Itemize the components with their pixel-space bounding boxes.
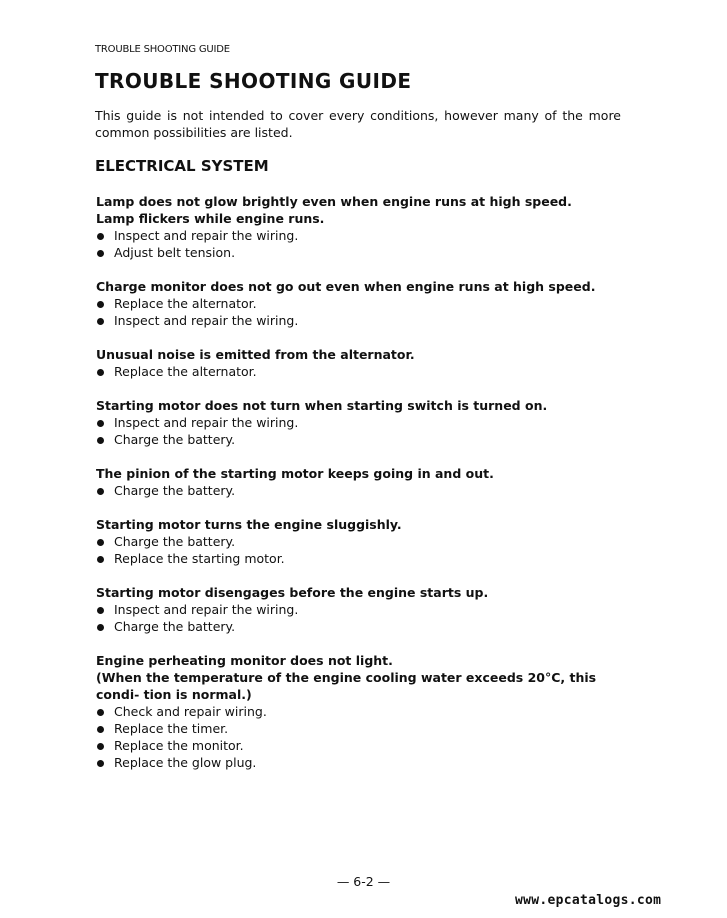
remedy-item (96, 227, 626, 244)
remedy-list (96, 482, 626, 499)
problem-heading: Unusual noise is emitted from the alternator. (96, 347, 415, 362)
remedy-text: Adjust belt tension. (114, 245, 236, 260)
bullet-icon (97, 233, 104, 240)
remedy-item (96, 550, 626, 567)
remedy-text: Replace the starting motor. (114, 551, 285, 566)
bullet-icon (97, 250, 104, 257)
remedy-text: Inspect and repair the wiring. (114, 415, 299, 430)
remedy-item (96, 618, 626, 635)
problem-heading: The pinion of the starting motor keeps going in and out. (96, 466, 494, 481)
page-title: TROUBLE SHOOTING GUIDE (95, 69, 412, 93)
page-number: — 6-2 — (336, 874, 391, 889)
remedy-text: Replace the glow plug. (114, 755, 257, 770)
remedy-text: Inspect and repair the wiring. (114, 313, 299, 328)
remedy-text: Charge the battery. (114, 534, 236, 549)
problem-heading: Lamp does not glow brightly even when engine runs at high speed. (96, 194, 572, 209)
remedy-item (96, 312, 626, 329)
intro-paragraph: This guide is not intended to cover every conditions, however many of the more common possibilities are listed. (95, 108, 621, 140)
remedy-item (96, 703, 626, 720)
remedy-text: Inspect and repair the wiring. (114, 602, 299, 617)
remedy-text: Charge the battery. (114, 619, 236, 634)
remedy-text: Replace the monitor. (114, 738, 244, 753)
problem-block (96, 652, 626, 771)
remedy-item (96, 754, 626, 771)
remedy-text: Replace the alternator. (114, 296, 257, 311)
remedy-list (96, 533, 626, 567)
remedy-text: Check and repair wiring. (114, 704, 267, 719)
remedy-item (96, 482, 626, 499)
remedy-text: Replace the alternator. (114, 364, 257, 379)
bullet-icon (97, 369, 104, 376)
remedy-list (96, 601, 626, 635)
running-header: TROUBLE SHOOTING GUIDE (95, 44, 230, 55)
problem-heading: Lamp flickers while engine runs. (96, 211, 325, 226)
section-title: ELECTRICAL SYSTEM (95, 157, 269, 175)
remedy-item (96, 737, 626, 754)
watermark-text: www.epcatalogs.com (515, 893, 662, 908)
remedy-item (96, 363, 626, 380)
bullet-icon (97, 709, 104, 716)
remedy-item (96, 244, 626, 261)
problem-note: (When the temperature of the engine cooling water exceeds 20°C, this condi- tion is normal.) (96, 670, 597, 702)
bullet-icon (97, 437, 104, 444)
problem-block (96, 584, 626, 635)
remedy-list (96, 227, 626, 261)
bullet-icon (97, 624, 104, 631)
problem-block (96, 465, 626, 499)
remedy-item (96, 295, 626, 312)
problem-block (96, 516, 626, 567)
remedy-list (96, 295, 626, 329)
remedy-list (96, 703, 626, 771)
bullet-icon (97, 743, 104, 750)
problem-heading: Charge monitor does not go out even when engine runs at high speed. (96, 279, 596, 294)
problem-heading: Engine perheating monitor does not light. (96, 653, 393, 668)
bullet-icon (97, 539, 104, 546)
problem-heading: Starting motor disengages before the engine starts up. (96, 585, 489, 600)
bullet-icon (97, 607, 104, 614)
remedy-text: Inspect and repair the wiring. (114, 228, 299, 243)
remedy-item (96, 414, 626, 431)
remedy-item (96, 601, 626, 618)
problem-heading: Starting motor turns the engine sluggishly. (96, 517, 402, 532)
bullet-icon (97, 318, 104, 325)
bullet-icon (97, 726, 104, 733)
remedy-item (96, 533, 626, 550)
bullet-icon (97, 488, 104, 495)
bullet-icon (97, 301, 104, 308)
remedy-text: Charge the battery. (114, 432, 236, 447)
problem-block (96, 278, 626, 329)
problem-block (96, 193, 626, 261)
remedy-text: Replace the timer. (114, 721, 229, 736)
remedy-item (96, 431, 626, 448)
bullet-icon (97, 420, 104, 427)
remedy-list (96, 414, 626, 448)
bullet-icon (97, 556, 104, 563)
problem-heading: Starting motor does not turn when starting switch is turned on. (96, 398, 548, 413)
problem-block (96, 346, 626, 380)
remedy-list (96, 363, 626, 380)
bullet-icon (97, 760, 104, 767)
remedy-text: Charge the battery. (114, 483, 236, 498)
remedy-item (96, 720, 626, 737)
problem-block (96, 397, 626, 448)
